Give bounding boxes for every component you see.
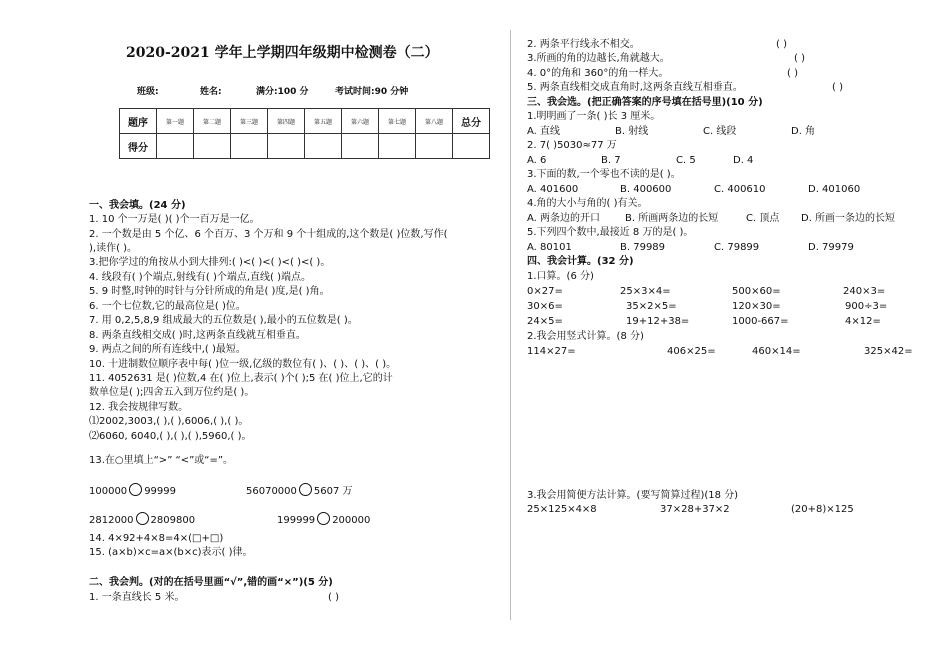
column-divider: [510, 30, 511, 620]
choice-5-option[interactable]: C. 79899: [714, 242, 760, 253]
compare-a-left: 100000: [89, 486, 128, 497]
choice-1-option[interactable]: A. 直线: [527, 126, 561, 137]
score-cell[interactable]: [305, 134, 342, 159]
judge-3: 3.所画的角的边越长,角就越大。: [527, 53, 670, 64]
calc-2-title: 2.我会用竖式计算。(8 分): [527, 331, 644, 342]
section-1-title: 一、我会填。(24 分): [89, 200, 186, 211]
compare-circle[interactable]: [299, 483, 312, 496]
full-score-label: 满分:100 分: [256, 87, 309, 97]
judge-5: 5. 两条直线相交成直角时,这两条直线互相垂直。: [527, 82, 743, 93]
section-3-title: 三、我会选。(把正确答案的序号填在括号里)(10 分): [527, 97, 763, 108]
judge-4-paren[interactable]: ( ): [787, 68, 798, 79]
question-1: 1. 10 个一万是( )( )个一百万是一亿。: [89, 214, 260, 225]
judge-2: 2. 两条平行线永不相交。: [527, 39, 640, 50]
choice-2: 2. 7( )5030≈77 万: [527, 140, 617, 151]
choice-5: 5.下列四个数中,最接近 8 万的是( )。: [527, 227, 694, 238]
score-cell[interactable]: [379, 134, 416, 159]
choice-3-option[interactable]: A. 401600: [527, 184, 579, 195]
score-cell[interactable]: [268, 134, 305, 159]
oral-item: 120×30=: [732, 301, 781, 312]
oral-item: 900÷3=: [845, 301, 888, 312]
judge-2-paren[interactable]: ( ): [776, 39, 787, 50]
question-4: 4. 线段有( )个端点,射线有( )个端点,直线( )端点。: [89, 272, 312, 283]
choice-5-option[interactable]: A. 80101: [527, 242, 572, 253]
compare-b-left: 56070000: [246, 486, 297, 497]
compare-b-right: 5607 万: [313, 486, 353, 497]
compare-c: [89, 512, 195, 528]
oral-item: 24×5=: [527, 316, 563, 327]
score-table-column: 第七题: [379, 109, 416, 134]
compare-a-right: 99999: [144, 486, 176, 497]
choice-3-option[interactable]: C. 400610: [714, 184, 766, 195]
judge-1-paren[interactable]: ( ): [328, 592, 339, 603]
oral-item: 19+12+38=: [626, 316, 690, 327]
question-3: 3.把你学过的角按从小到大排列:( )<( )<( )<( )<( )。: [89, 257, 331, 268]
compare-circle[interactable]: [136, 512, 149, 525]
score-cell[interactable]: [194, 134, 231, 159]
score-table-column: 第六题: [342, 109, 379, 134]
compare-circle[interactable]: [129, 483, 142, 496]
choice-4-option[interactable]: A. 两条边的开口: [527, 213, 601, 224]
score-table-score-row: [120, 134, 490, 159]
oral-item: 35×2×5=: [626, 301, 677, 312]
vertical-item: 460×14=: [752, 346, 801, 357]
section-2-title: 二、我会判。(对的在括号里画“√”,错的画“×”)(5 分): [89, 577, 333, 588]
score-table-column: 第五题: [305, 109, 342, 134]
score-table-total-label: 总分: [453, 109, 490, 134]
score-cell[interactable]: [157, 134, 194, 159]
score-table-row-label: 得分: [120, 134, 157, 159]
oral-item: 240×3=: [843, 286, 886, 297]
question-10: 10. 十进制数位顺序表中每( )位一级,亿级的数位有( )、( )、( )、( )。: [89, 359, 397, 370]
calc-1-title: 1.口算。(6 分): [527, 271, 594, 282]
compare-b: [246, 483, 353, 499]
vertical-item: 406×25=: [667, 346, 716, 357]
choice-4-option[interactable]: D. 所画一条边的长短: [801, 213, 896, 224]
question-6: 6. 一个七位数,它的最高位是( )位。: [89, 301, 246, 312]
oral-item: 500×60=: [732, 286, 781, 297]
compare-c-right: 2809800: [150, 515, 196, 526]
compare-circle[interactable]: [317, 512, 330, 525]
score-table-column: 第八题: [416, 109, 453, 134]
judge-1: 1. 一条直线长 5 米。: [89, 592, 185, 603]
question-5: 5. 9 时整,时钟的时针与分针所成的角是( )度,是( )角。: [89, 286, 330, 297]
choice-4: 4.角的大小与角的( )有关。: [527, 198, 648, 209]
score-table-header-row: [120, 109, 490, 134]
oral-item: 25×3×4=: [620, 286, 671, 297]
question-12-2: ⑵6060, 6040,( ),( ),( ),5960,( )。: [89, 431, 252, 442]
vertical-item: 325×42=: [864, 346, 913, 357]
class-label: 班级:: [137, 87, 159, 97]
compare-a: [89, 483, 176, 499]
oral-item: 0×27=: [527, 286, 563, 297]
vertical-item: 114×27=: [527, 346, 576, 357]
question-11: 11. 4052631 是( )位数,4 在( )位上,表示( )个( );5 在( )位上,它的计: [89, 373, 393, 384]
score-table-column: 第三题: [231, 109, 268, 134]
choice-2-option[interactable]: B. 7: [601, 155, 621, 166]
score-cell[interactable]: [231, 134, 268, 159]
choice-2-option[interactable]: D. 4: [733, 155, 754, 166]
choice-2-option[interactable]: C. 5: [676, 155, 696, 166]
question-8: 8. 两条直线相交成( )时,这两条直线就互相垂直。: [89, 330, 306, 341]
question-7: 7. 用 0,2,5,8,9 组成最大的五位数是( ),最小的五位数是( )。: [89, 315, 358, 326]
choice-5-option[interactable]: B. 79989: [620, 242, 666, 253]
simple-item: (20+8)×125: [791, 504, 854, 515]
choice-3-option[interactable]: B. 400600: [620, 184, 672, 195]
score-table-column: 第一题: [157, 109, 194, 134]
choice-1-option[interactable]: D. 角: [791, 126, 816, 137]
choice-3-option[interactable]: D. 401060: [808, 184, 861, 195]
name-label: 姓名:: [200, 87, 222, 97]
question-2-cont: ),读作( )。: [89, 243, 138, 254]
judge-3-paren[interactable]: ( ): [794, 53, 805, 64]
question-12: 12. 我会按规律写数。: [89, 402, 189, 413]
choice-5-option[interactable]: D. 79979: [808, 242, 854, 253]
choice-1-option[interactable]: B. 射线: [615, 126, 649, 137]
choice-1: 1.明明画了一条( )长 3 厘米。: [527, 111, 661, 122]
page-title: 2020-2021 学年上学期四年级期中检测卷（二）: [126, 45, 439, 61]
score-cell[interactable]: [342, 134, 379, 159]
question-2: 2. 一个数是由 5 个亿、6 个百万、3 个万和 9 个十组成的,这个数是( )位数,写作(: [89, 229, 448, 240]
compare-c-left: 2812000: [89, 515, 134, 526]
oral-item: 4×12=: [845, 316, 881, 327]
judge-5-paren[interactable]: ( ): [832, 82, 843, 93]
calc-3-title: 3.我会用简便方法计算。(要写简算过程)(18 分): [527, 490, 739, 501]
judge-4: 4. 0°的角和 360°的角一样大。: [527, 68, 669, 79]
compare-d-right: 200000: [332, 515, 371, 526]
compare-d: [277, 512, 370, 528]
question-14: 14. 4×92+4×8=4×(□+□): [89, 533, 224, 544]
oral-item: 30×6=: [527, 301, 563, 312]
question-13: 13.在○里填上“>” “<”或“=”。: [89, 455, 234, 466]
choice-4-option[interactable]: C. 顶点: [746, 213, 780, 224]
question-12-1: ⑴2002,3003,( ),( ),6006,( ),( )。: [89, 416, 249, 427]
choice-4-option[interactable]: B. 所画两条边的长短: [625, 213, 719, 224]
exam-time-label: 考试时间:90 分钟: [335, 87, 409, 97]
score-table: [119, 108, 490, 159]
score-cell[interactable]: [453, 134, 490, 159]
choice-1-option[interactable]: C. 线段: [703, 126, 737, 137]
question-15: 15. (a×b)×c=a×(b×c)表示( )律。: [89, 547, 253, 558]
simple-item: 25×125×4×8: [527, 504, 597, 515]
choice-2-option[interactable]: A. 6: [527, 155, 547, 166]
compare-d-left: 199999: [277, 515, 316, 526]
choice-3: 3.下面的数,一个零也不读的是( )。: [527, 169, 681, 180]
score-table-row-label: 题序: [120, 109, 157, 134]
simple-item: 37×28+37×2: [660, 504, 730, 515]
score-cell[interactable]: [416, 134, 453, 159]
question-9: 9. 两点之间的所有连线中,( )最短。: [89, 344, 246, 355]
score-table-column: 第二题: [194, 109, 231, 134]
question-11-cont: 数单位是( );四舍五入到万位约是( )。: [89, 387, 255, 398]
score-table-column: 第四题: [268, 109, 305, 134]
section-4-title: 四、我会计算。(32 分): [527, 256, 634, 267]
oral-item: 1000-667=: [732, 316, 789, 327]
